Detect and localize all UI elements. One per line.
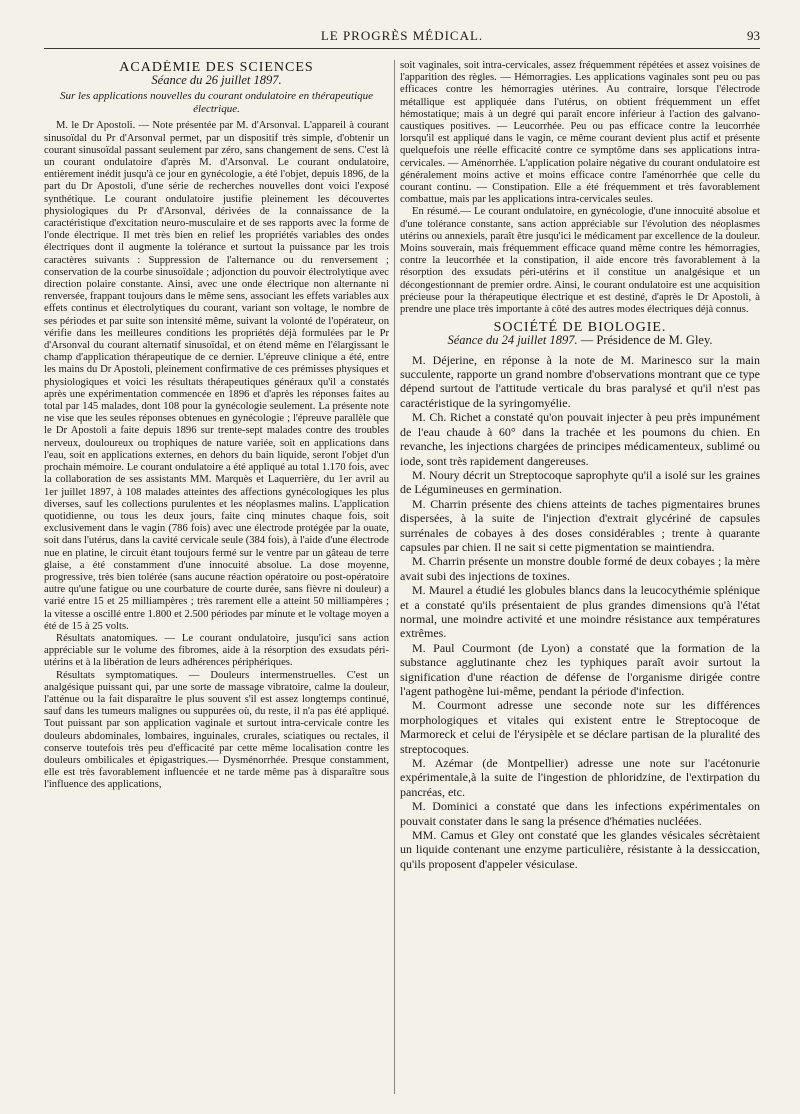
societe-entry: M. Maurel a étudié les globules blancs dans la leucocythémie splénique et a constaté qu'ils présentaient de plus grandes dimensions qu'à l'état normal, une moindre activité et une moindre résistance aux températures extrêmes. [400, 583, 760, 641]
societe-entry: MM. Camus et Gley ont constaté que les glandes vésicales sécrètaient un liquide contenant une enzyme particulière, résistante à la dessiccation, qu'ils proposent d'appeler vésiculase. [400, 828, 760, 871]
academie-session: Séance du 26 juillet 1897. [151, 73, 282, 88]
societe-entry: M. Dominici a constaté que dans les infections expérimentales on pouvait constater dans le sang la présence d'hématies nucléées. [400, 799, 760, 828]
article-title: Sur les applications nouvelles du courant ondulatoire en thérapeutique électrique. [59, 90, 374, 116]
societe-entry: M. Paul Courmont (de Lyon) a constaté que la formation de la substance agglutinante chez les typhiques paraît avoir surtout la signification d'une réaction de défense de l'organisme dirigée contre l'agent pathogène lui-même, pendant la période d'infection. [400, 640, 760, 699]
left-column [44, 60, 389, 1114]
societe-session [400, 334, 760, 346]
societe-entry: M. Ch. Richet a constaté qu'on pouvait injecter à peu près impunément de l'eau chaude à 60° dans la trachée et les poumons du chien. En revanche, les injections chargées de principes médicamenteux, sublimé ou iode, sont très rapidement dangereuses. [400, 410, 760, 468]
societe-entry: M. Azémar (de Montpellier) adresse une note sur l'acétonurie expérimentale,à la suite de l'ingestion de phloridzine, de l'extirpation du pancréas, etc. [400, 756, 760, 799]
academie-paragraph: M. le Dr Apostoli. — Note présentée par M. d'Arsonval. L'appareil à courant sinusoïdal du Pr d'Arsonval permet, par un dispositif très simple, d'obtenir un courant sinusoïdal passant seulement par zéro, sans changement de sens. C'est là un courant ondulatoire d'après M. d'Arsonval. Le courant ondulatoire, entièrement inédit jusqu'à ce jour en gynécologie, a été l'objet, depuis 1896, de la part du Dr Apostoli, d'une série de recherches nouvelles dont voici l'exposé synthétique. Le courant ondulatoire justifie pleinement les découvertes physiologiques du Pr d'Arsonval, dérivées de la connaissance de la caractéristique d'excitation neuro-musculaire et de ses rapports avec la forme de l'onde électrique. Il met très bien en relief les propriétés variables des ondes électriques dont il augmente la tolérance et surtout la puissance par les trois caractères suivants : Suppression de l'alternance ou du renversement ; conservation de la courbe sinusoïdale ; adjonction du pouvoir électrolytique avec direction polaire constante. Ainsi, avec une onde électrique non alternante ni renversée, frappant toujours dans le même sens, associant les effets variables aux effets continus et électrolytiques du courant, variant son voltage, le nombre de ses périodes et par suite son intensité même, suivant la volonté de l'opérateur, on vérifie dans les meilleures conditions les propriétés déjà formulées par le Pr d'Arsonval du courant alternatif sinusoïdal, et on étend même en l'élargissant le champ d'application thérapeutique de ce dernier. L'épreuve clinique a été, entre les mains du Dr Apostoli, pleinement confirmative de ces prémisses physiques et physiologiques et voici les résultats thérapeutiques généraux qu'il a constatés après une expérimentation commencée en 1896 et d'après les réponses faites au total par 145 malades, dont 108 pour la gynécologie seulement. La présente note ne vise que les seules réponses obtenues en gynécologie ; l'épreuve parallèle que le Dr Apostoli a faite depuis 1896 sur trente-sept malades contre des troubles nerveux, douloureux ou trophiques de nature variée, soit en applications dans l'eau, soit en applications externes, en dehors du bain liquide, seront l'objet d'un prochain mémoire. Le courant ondulatoire a été appliqué au total 1.170 fois, avec la collaboration de ses assistants MM. Marquès et Laquerrière, du 1er avril au 1er juillet 1897, à 108 malades atteintes des affections gynécologiques les plus diverses, sauf les collections purulentes et les néoplasmes malins. L'application quotidienne, ou tous les deux jours, faite cinq minutes chaque fois, soit exclusivement dans le vagin (786 fois) avec une électrode protégée par la ouate, soit dans l'utérus, dans la cavité cervicale seule (384 fois), à l'aide d'une électrode nue en platine, le circuit étant toujours fermé sur le ventre par un gâteau de terre glaise, a été constamment d'une innocuité absolue. La dose moyenne, progressive, très bien tolérée (sans aucune réaction opératoire ou post-opératoire autre qu'une fatigue ou une courbature de courte durée, sans fièvre ni douleur) a varié entre 15 et 25 milliampères ; très rarement elle a atteint 50 milliampères ; la vitesse a oscillé entre 1.800 et 2.500 périodes par minute et le voltage moyen a été de 15 à 25 volts. [44, 120, 389, 632]
continuation-paragraph: En résumé.— Le courant ondulatoire, en gynécologie, d'une innocuité absolue et d'une tolérance constante, sans action appréciable sur l'évolution des néoplasmes utérins ou annexiels, paraît être jusqu'ici le médicament par excellence de la douleur. Moins souverain, mais fréquemment efficace quand même contre les hémorragies, contre la leucorrhée et la constipation, il aide encore très favorablement à la résorption des exsudats péri-utérins et il constitue un analgésique et un décongestionnant de premier ordre. Ainsi, le courant ondulatoire est une acquisition précieuse pour la thérapeutique électrique et est destiné, d'après le Dr Apostoli, à prendre une place très importante à côté des autres modes électriques déjà connus. [400, 206, 760, 316]
journal-title: LE PROGRÈS MÉDICAL. [320, 28, 484, 43]
societe-session-date: Séance du 24 juillet 1897. [447, 333, 578, 348]
societe-presidence: — Présidence de M. Gley. [580, 333, 713, 348]
academie-paragraph: Résultats symptomatiques. — Douleurs intermenstruelles. C'est un analgésique puissant qui, par une sorte de massage vibratoire, calme la douleur, l'atténue ou la fait disparaître le plus souvent s'il est assez longtemps continué, sauf dans les tumeurs malignes ou suppurées où, du reste, il n'a pas été appliqué. Tout puissant par son application vaginale et surtout intra-cervicale contre les douleurs abdominales, lombaires, inguinales, crurales, sciatiques ou rectales, il conserve toutefois très peu d'efficacité par cette même localisation contre les douleurs ombilicales et épigastriques.— Dysménorrhée. Presque constamment, elle est très favorablement influencée et ne tarde même pas à disparaître sous l'influence des applications, [44, 669, 389, 791]
academie-title: ACADÉMIE DES SCIENCES [119, 60, 314, 75]
societe-entry: M. Noury décrit un Streptocoque saprophyte qu'il a isolé sur les graines de Légumineuses en germination. [400, 467, 760, 497]
societe-entry: M. Courmont adresse une seconde note sur les différences morphologiques et vitales qui existent entre le Streptocoque de Marmoreck et celui de l'érysipèle et se déclare partisan de la pluralité des streptocoques. [400, 698, 760, 756]
page-number: 93 [747, 28, 760, 43]
right-column [400, 60, 760, 1114]
societe-entries [400, 353, 760, 872]
continuation-paragraph: soit vaginales, soit intra-cervicales, assez fréquemment répétées et assez voisines de l'apparition des règles. — Hémorragies. Les applications vaginales sont peu ou pas efficaces contre les hémorragies utérines. Au contraire, lorsque l'électrode métallique est appliquée dans l'utérus, on obtient fréquemment un effet hémostatique; mais à un degré qui paraît encore inférieur à l'action des galvano-caustiques positives. — Leucorrhée. Peu ou pas efficace contre la leucorrhée lorsqu'il est appliqué dans le vagin, ce même courant devient plus actif et présente quelquefois une réelle efficacité contre ce symptôme dans ses applications intra-cervicales. — Aménorrhée. L'application polaire négative du courant ondulatoire est généralement moins active et moins efficace contre l'aménorrhée que celle du courant continu. — Constipation. Elle a été fréquemment et très favorablement combattue, mais par les applications intra-cervicales seules. [400, 60, 760, 206]
societe-entry: M. Charrin présente un monstre double formé de deux cobayes ; la mère avait subi des injections de toxines. [400, 554, 760, 583]
academie-paragraph: Résultats anatomiques. — Le courant ondulatoire, jusqu'ici sans action appréciable sur le volume des fibromes, aide à la résorption des exsudats péri-utérins et à la libération de leurs adhérences périphériques. [44, 632, 389, 669]
running-head [44, 28, 760, 49]
societe-title: SOCIÉTÉ DE BIOLOGIE. [493, 320, 667, 336]
societe-entry: M. Charrin présente des chiens atteints de taches pigmentaires brunes dispersées, à la suite de l'injection d'extrait glycériné de capsules surrénales de cobayes à des doses considérables ; trente à quarante capsules par chien. Il ne sait si cette pigmentation se maintiendra. [400, 496, 760, 554]
column-divider [394, 60, 395, 1094]
societe-entry: M. Déjerine, en réponse à la note de M. Marinesco sur la main succulente, rapporte un grand nombre d'observations montrant que ce type dépend surtout de l'attitude verticale du bras paralysé et qu'il n'est pas caractéristique de la syringomyélie. [400, 352, 760, 410]
